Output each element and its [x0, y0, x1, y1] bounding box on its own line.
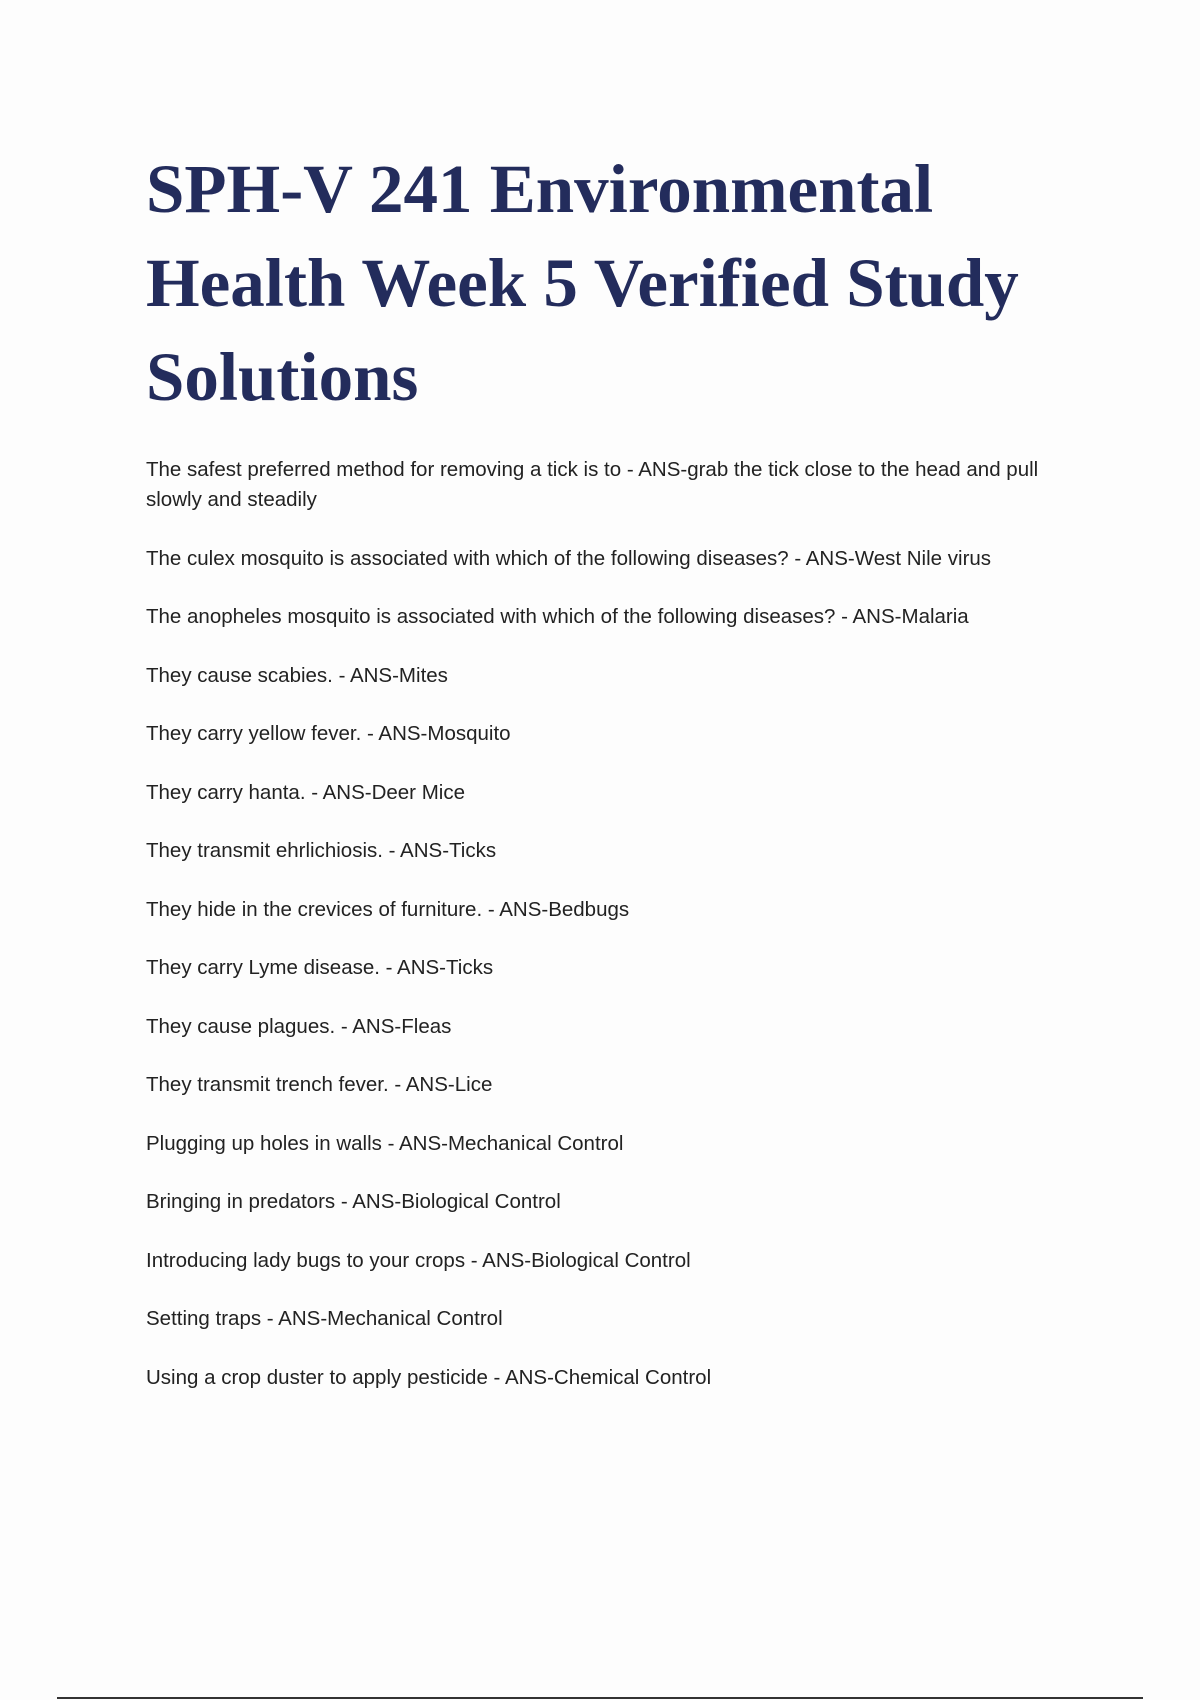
qa-item: Introducing lady bugs to your crops - ANS-Biological Control — [146, 1248, 691, 1272]
qa-item: Using a crop duster to apply pesticide - ANS-Chemical Control — [146, 1365, 712, 1389]
qa-item: They cause scabies. - ANS-Mites — [146, 663, 448, 687]
qa-item: They carry Lyme disease. - ANS-Ticks — [146, 956, 494, 979]
qa-item: They carry yellow fever. - ANS-Mosquito — [146, 722, 511, 745]
qa-list — [146, 455, 1086, 1421]
qa-item: They hide in the crevices of furniture. - ANS-Bedbugs — [146, 897, 630, 921]
qa-item: They transmit trench fever. - ANS-Lice — [146, 1073, 493, 1096]
qa-item: The anopheles mosquito is associated with which of the following diseases? - ANS-Malaria — [146, 605, 969, 628]
qa-item: Setting traps - ANS-Mechanical Control — [146, 1307, 503, 1330]
qa-item: Plugging up holes in walls - ANS-Mechanical Control — [146, 1131, 624, 1155]
qa-item: They cause plagues. - ANS-Fleas — [146, 1014, 452, 1038]
qa-item: The culex mosquito is associated with which of the following diseases? - ANS-West Nile virus — [146, 546, 992, 570]
page-bottom-divider — [57, 1697, 1143, 1699]
qa-item: Bringing in predators - ANS-Biological Control — [146, 1190, 561, 1213]
qa-item: They transmit ehrlichiosis. - ANS-Ticks — [146, 839, 497, 862]
document-title: SPH-V 241 Environmental Health Week 5 Verified Study Solutions — [146, 151, 1019, 415]
qa-item: The safest preferred method for removing a tick is to - ANS-grab the tick close to the head and pull slowly and steadily — [146, 458, 1039, 511]
qa-item: They carry hanta. - ANS-Deer Mice — [146, 780, 465, 804]
